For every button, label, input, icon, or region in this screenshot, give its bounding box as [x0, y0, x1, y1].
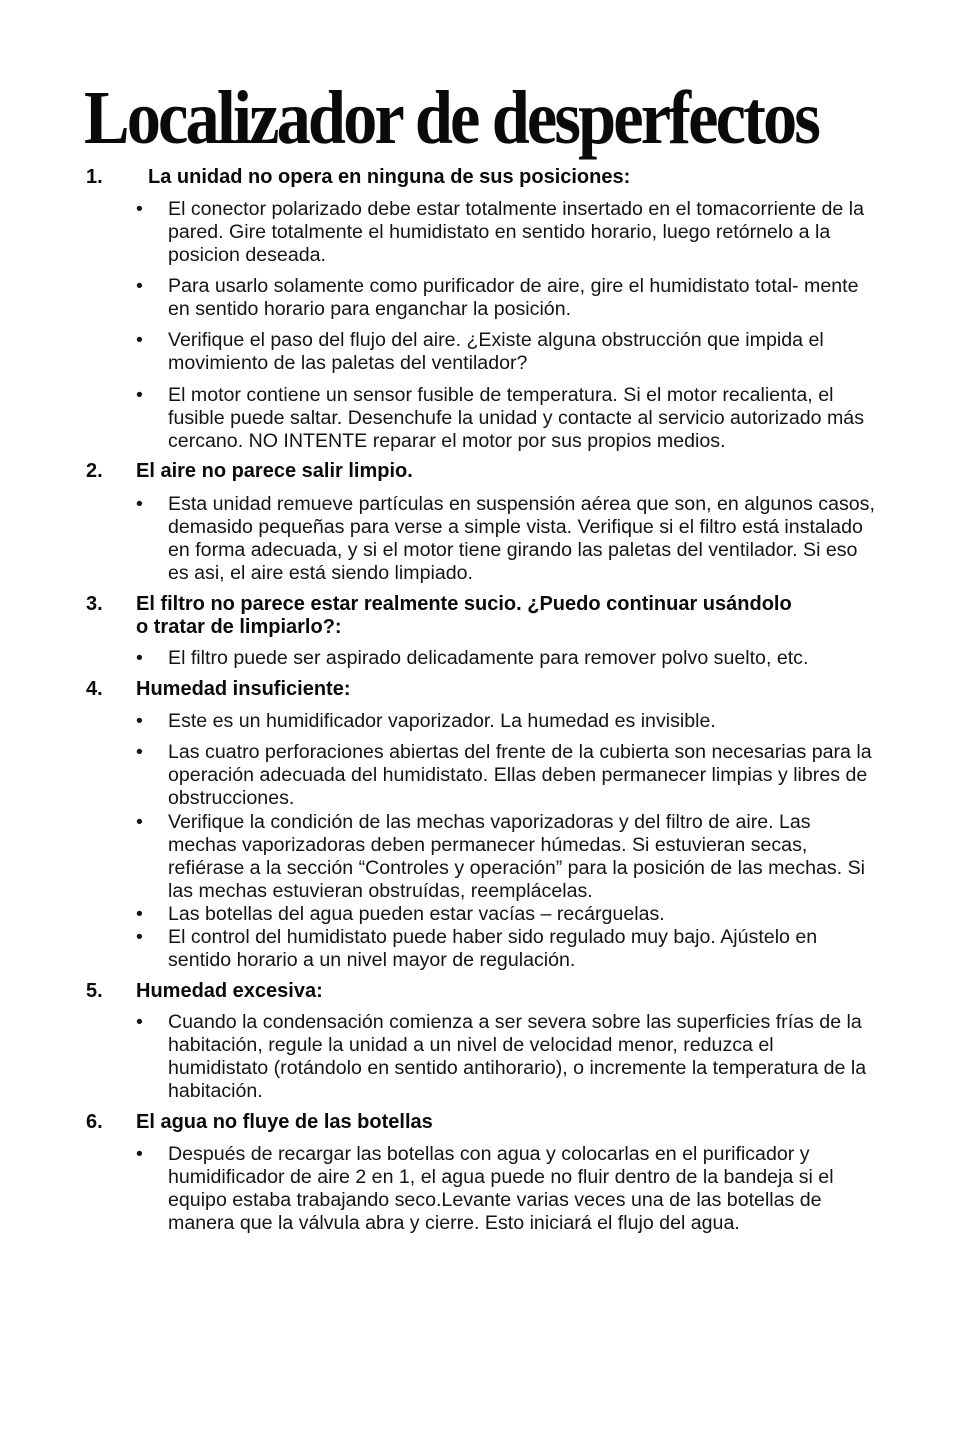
section-number: 2.: [86, 460, 103, 482]
section-5-heading: [86, 980, 323, 1003]
section-number: 4.: [86, 678, 103, 700]
section-title: La unidad no opera en ninguna de sus posiciones:: [148, 166, 631, 188]
list-item-text: El motor contiene un sensor fusible de temperatura. Si el motor recalienta, el fusible puede saltar. Desenchufe la unidad y contacte al servicio autorizado más cercano. NO INTENTE reparar el motor por sus propios medios.: [168, 384, 864, 452]
list-item-text: Esta unidad remueve partículas en suspensión aérea que son, en algunos casos, demasido pequeñas para verse a simple vista. Verifique si el filtro está instalado en forma adecuada, y si el motor tiene girando las paletas del ventilador. Si eso es asi, el aire está siendo limpiado.: [168, 493, 875, 584]
list-item: [136, 903, 876, 926]
section-title: El aire no parece salir limpio.: [136, 460, 413, 482]
list-item-text: El conector polarizado debe estar totalmente insertado en el tomacorriente de la pared. Gire totalmente el humidistato en sentido horario, luego retórnelo a la posicion deseada.: [168, 198, 864, 266]
section-title: El agua no fluye de las botellas: [136, 1111, 433, 1133]
list-item-text: Las cuatro perforaciones abiertas del frente de la cubierta son necesarias para la operación adecuada del humidistato. Ellas deben permanecer limpias y libres de obstrucciones.: [168, 741, 872, 809]
list-item: [136, 926, 876, 972]
section-4-heading: [86, 678, 350, 701]
list-item-text: Para usarlo solamente como purificador de aire, gire el humidistato total- mente en sentido horario para enganchar la posición.: [168, 275, 859, 320]
list-item: [136, 329, 876, 375]
list-item: [136, 198, 876, 267]
section-6-heading: [86, 1111, 433, 1134]
list-item: [136, 710, 876, 733]
list-item-text: El control del humidistato puede haber sido regulado muy bajo. Ajústelo en sentido horario a un nivel mayor de regulación.: [168, 926, 818, 971]
section-title: Humedad excesiva:: [136, 980, 323, 1002]
bullet-icon: •: [136, 384, 143, 406]
bullet-icon: •: [136, 903, 143, 925]
list-item-text: El filtro puede ser aspirado delicadamente para remover polvo suelto, etc.: [168, 647, 809, 669]
list-item-text: Después de recargar las botellas con agua y colocarlas en el purificador y humidificador de aire 2 en 1, el agua puede no fluir dentro de la bandeja si el equipo estaba trabajando seco.Levante varias veces una de las botellas de manera que la válvula abra y cierre. Esto iniciará el flujo del agua.: [168, 1143, 834, 1234]
page-title: Localizador de desperfectos: [84, 76, 819, 160]
section-3-heading: [86, 593, 796, 639]
list-item: [136, 384, 876, 453]
list-item: [136, 275, 876, 321]
list-item-text: Cuando la condensación comienza a ser severa sobre las superficies frías de la habitación, regule la unidad a un nivel de velocidad menor, reduzca el humidistato (rotándolo en sentido antihorario), o incremente la temperatura de la habitación.: [168, 1011, 867, 1102]
list-item: [136, 1143, 876, 1235]
list-item-text: Verifique el paso del flujo del aire. ¿Existe alguna obstrucción que impida el movimiento de las paletas del ventilador?: [168, 329, 824, 374]
bullet-icon: •: [136, 329, 143, 351]
bullet-icon: •: [136, 926, 143, 948]
list-item: [136, 811, 876, 903]
bullet-icon: •: [136, 1011, 143, 1033]
bullet-icon: •: [136, 1143, 143, 1165]
section-2-heading: [86, 460, 413, 483]
list-item-text: Este es un humidificador vaporizador. La humedad es invisible.: [168, 710, 716, 732]
section-number: 5.: [86, 980, 103, 1002]
list-item: [136, 1011, 876, 1103]
bullet-icon: •: [136, 493, 143, 515]
list-item-text: Verifique la condición de las mechas vaporizadoras y del filtro de aire. Las mechas vaporizadoras deben permanecer húmedas. Si estuvieran secas, refiérase a la sección “Controles y operación” para la posición de las mechas. Si las mechas estuvieran obstruídas, reemplácelas.: [168, 811, 866, 902]
list-item: [136, 741, 876, 810]
section-number: 1.: [86, 166, 103, 188]
section-title: Humedad insuficiente:: [136, 678, 351, 700]
bullet-icon: •: [136, 710, 143, 732]
list-item: [136, 647, 876, 670]
bullet-icon: •: [136, 741, 143, 763]
bullet-icon: •: [136, 647, 143, 669]
section-1-heading: [86, 166, 630, 189]
section-number: 6.: [86, 1111, 103, 1133]
bullet-icon: •: [136, 811, 143, 833]
section-number: 3.: [86, 593, 103, 615]
bullet-icon: •: [136, 275, 143, 297]
section-title: El filtro no parece estar realmente sucio. ¿Puedo continuar usándolo o tratar de limpiarlo?:: [136, 593, 792, 638]
list-item-text: Las botellas del agua pueden estar vacías – recárguelas.: [168, 903, 665, 925]
bullet-icon: •: [136, 198, 143, 220]
list-item: [136, 493, 876, 585]
